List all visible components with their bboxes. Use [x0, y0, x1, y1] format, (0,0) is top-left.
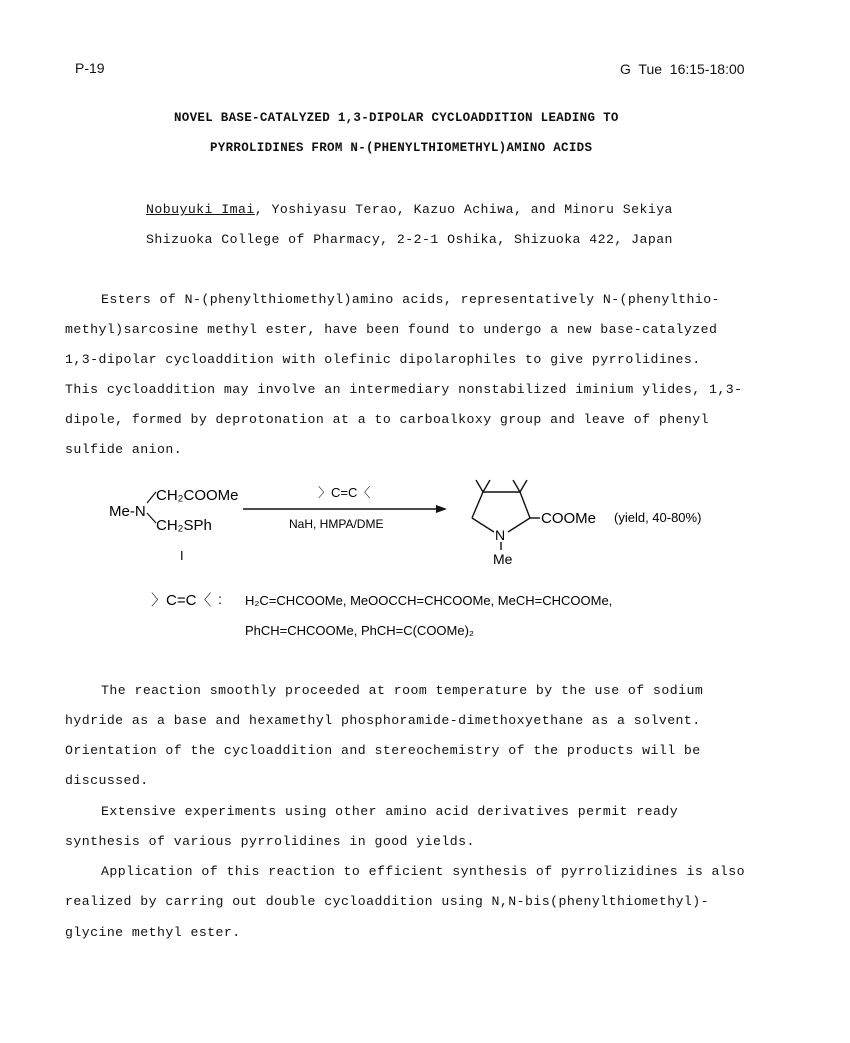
co-authors: , Yoshiyasu Terao, Kazuo Achiwa, and Minoru Sekiya [254, 202, 673, 217]
pyrrolidine-ring [472, 480, 540, 550]
session-info: G Tue 16:15-18:00 [620, 61, 745, 77]
reactant-bottom-group: CH₂SPh [156, 517, 212, 534]
para3-line: synthesis of various pyrrolidines in good yields. [65, 834, 475, 849]
product-ester-group: COOMe [541, 510, 597, 527]
para3-line: Extensive experiments using other amino acid derivatives permit ready [101, 804, 679, 819]
reactant-me-n: Me-N [109, 503, 146, 520]
para1-line: methyl)sarcosine methyl ester, have been found to undergo a new base-catalyzed [65, 322, 718, 337]
affiliation: Shizuoka College of Pharmacy, 2-2-1 Oshika, Shizuoka 422, Japan [146, 232, 673, 247]
para4-line: realized by carring out double cycloaddition using N,N-bis(phenylthiomethyl)- [65, 894, 710, 909]
paper-id: P-19 [75, 60, 105, 76]
product-n-methyl: Me [493, 551, 513, 567]
arrow-conditions: NaH, HMPA/DME [289, 517, 384, 531]
reactant-bond-down [147, 513, 156, 523]
title-line-2: PYRROLIDINES FROM N-(PHENYLTHIOMETHYL)AMINO ACIDS [210, 141, 593, 155]
para4-line: glycine methyl ester. [65, 925, 241, 940]
olefin-symbol: 〉C=C〈 [151, 592, 212, 609]
para2-line: hydride as a base and hexamethyl phosphoramide-dimethoxyethane as a solvent. [65, 713, 701, 728]
list-colon: : [218, 591, 222, 607]
presenting-author: Nobuyuki Imai [146, 202, 255, 217]
para2-line: discussed. [65, 773, 149, 788]
reactant-label: I [180, 548, 184, 563]
product-nitrogen: N [495, 527, 506, 543]
dipolarophiles-line-1: H₂C=CHCOOMe, MeOOCCH=CHCOOMe, MeCH=CHCOOMe, [245, 593, 613, 608]
para1-line: sulfide anion. [65, 442, 183, 457]
arrow-reagent: 〉C=C〈 [318, 485, 371, 500]
dipolarophiles-line-2: PhCH=CHCOOMe, PhCH=C(COOMe)₂ [245, 623, 474, 638]
para2-line: Orientation of the cycloaddition and stereochemistry of the products will be [65, 743, 701, 758]
para1-line: Esters of N-(phenylthiomethyl)amino acids, representatively N-(phenylthio- [101, 292, 720, 307]
author-line [146, 202, 673, 217]
para1-line: dipole, formed by deprotonation at a to carboalkoxy group and leave of phenyl [65, 412, 710, 427]
para1-line: 1,3-dipolar cycloaddition with olefinic dipolarophiles to give pyrrolidines. [65, 352, 701, 367]
reactant-bond-up [147, 492, 156, 503]
para4-line: Application of this reaction to efficient synthesis of pyrrolizidines is also [101, 864, 746, 879]
title-line-1: NOVEL BASE-CATALYZED 1,3-DIPOLAR CYCLOADDITION LEADING TO [174, 111, 619, 125]
para2-line: The reaction smoothly proceeded at room temperature by the use of sodium [101, 683, 704, 698]
yield-note: (yield, 40-80%) [614, 510, 702, 525]
para1-line: This cycloaddition may involve an intermediary nonstabilized iminium ylides, 1,3- [65, 382, 743, 397]
reactant-top-group: CH₂COOMe [156, 487, 239, 504]
reaction-arrow-head [436, 505, 447, 513]
reaction-scheme [0, 470, 850, 650]
